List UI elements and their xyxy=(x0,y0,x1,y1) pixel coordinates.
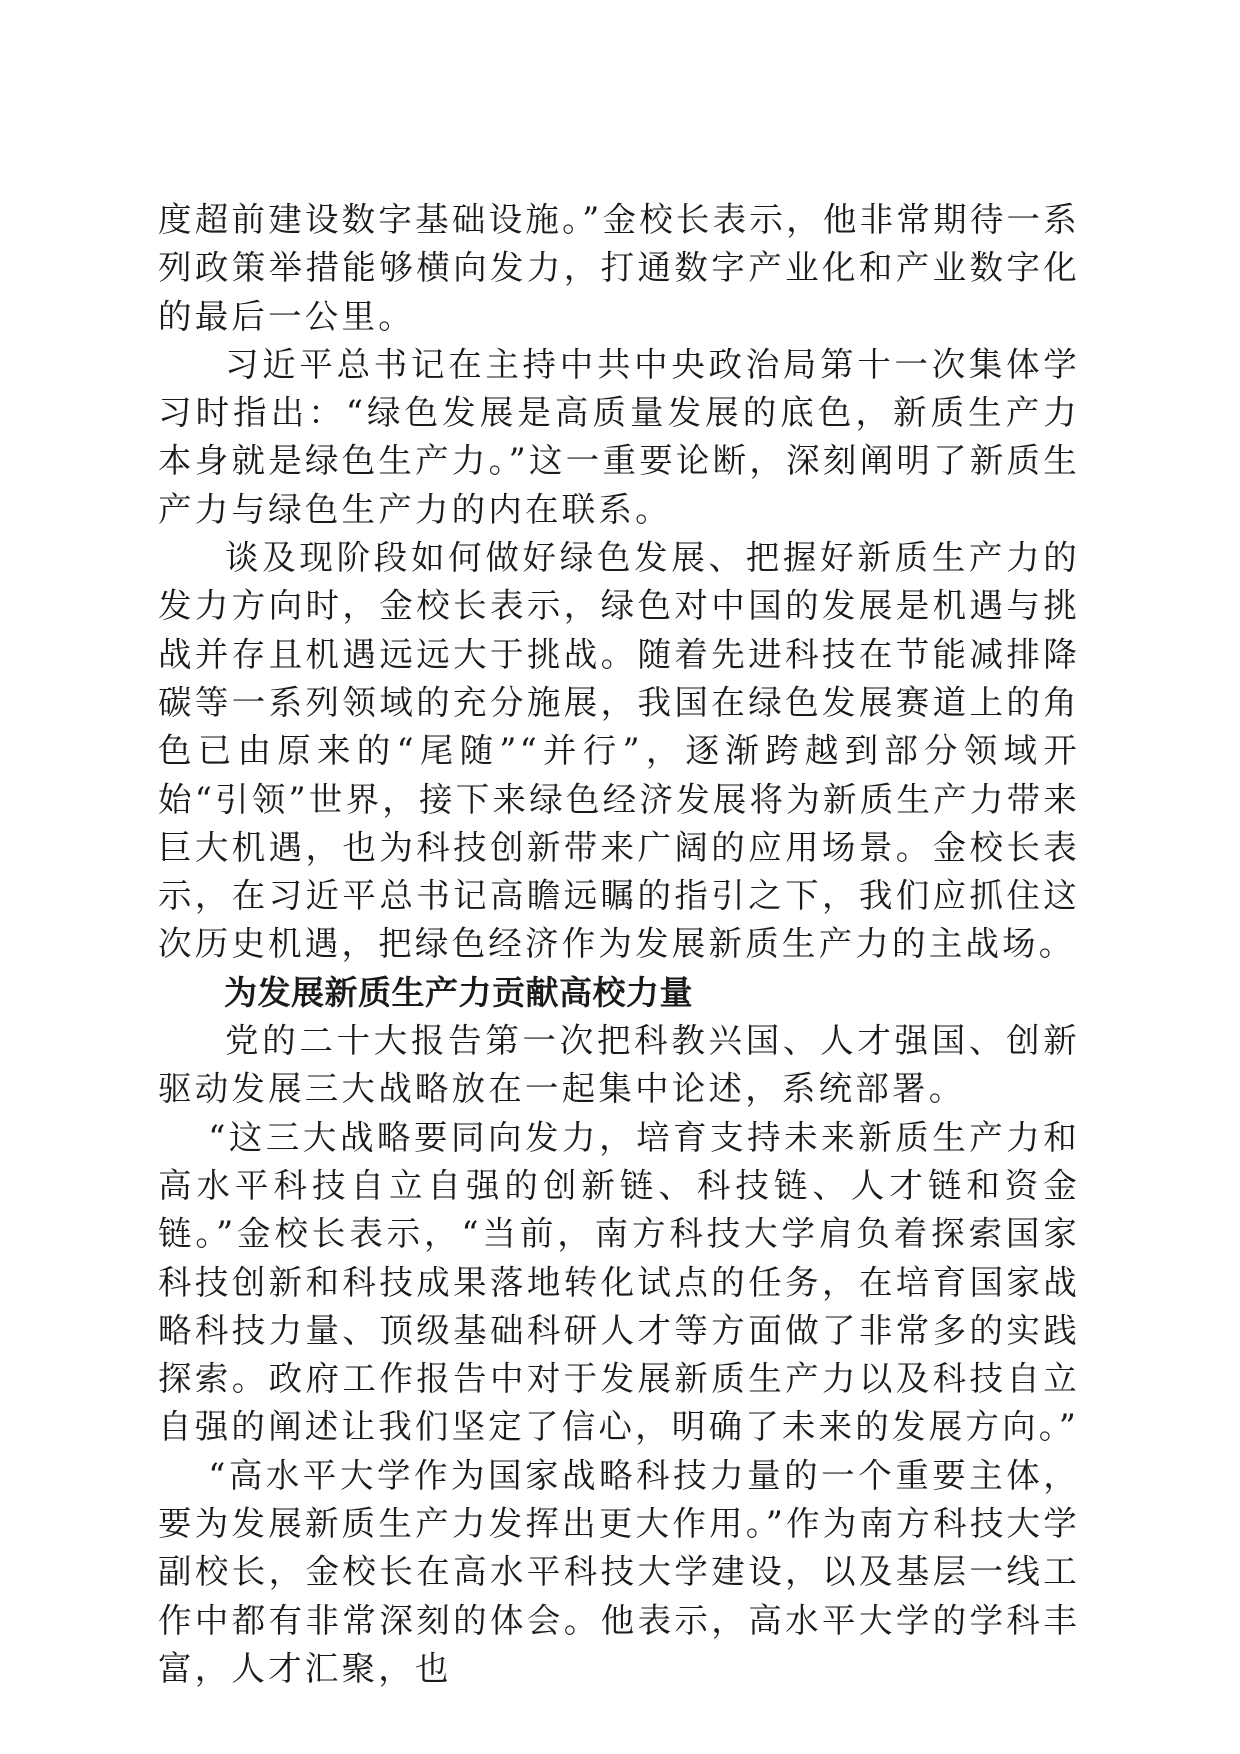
paragraph-sustech-quote: “这三大战略要同向发力，培育支持未来新质生产力和高水平科技自立自强的创新链、科技链、人才链和资金链。”金校长表示，“当前，南方科技大学肩负着探索国家科技创新和科技成果落地转化试点的任务，在培育国家战略科技力量、顶级基础科研人才等方面做了非常多的实践探索。政府工作报告中对于发展新质生产力以及科技自立自强的阐述让我们坚定了信心，明确了未来的发展方向。” xyxy=(158,1117,1080,1447)
paragraph-three-strategies: 党的二十大报告第一次把科教兴国、人才强国、创新驱动发展三大战略放在一起集中论述，系统部署。 xyxy=(158,1021,1080,1109)
paragraph-green-development: 习近平总书记在主持中共中央政治局第十一次集体学习时指出：“绿色发展是高质量发展的底色，新质生产力本身就是绿色生产力。”这一重要论断，深刻阐明了新质生产力与绿色生产力的内在联系。 xyxy=(158,344,1080,529)
paragraph-green-opportunity: 谈及现阶段如何做好绿色发展、把握好新质生产力的发力方向时，金校长表示，绿色对中国的发展是机遇与挑战并存且机遇远远大于挑战。随着先进科技在节能减排降碳等一系列领域的充分施展，我国在绿色发展赛道上的角色已由原来的“尾随”“并行”，逐渐跨越到部分领域开始“引领”世界，接下来绿色经济发展将为新质生产力带来巨大机遇，也为科技创新带来广阔的应用场景。金校长表示，在习近平总书记高瞻远瞩的指引之下，我们应抓住这次历史机遇，把绿色经济作为发展新质生产力的主战场。 xyxy=(158,538,1080,964)
section-heading: 为发展新质生产力贡献高校力量 xyxy=(224,972,693,1012)
paragraph-continued: 度超前建设数字基础设施。”金校长表示，他非常期待一系列政策举措能够横向发力，打通数字产业化和产业数字化的最后一公里。 xyxy=(158,200,1080,336)
paragraph-high-level-university: “高水平大学作为国家战略科技力量的一个重要主体，要为发展新质生产力发挥出更大作用。”作为南方科技大学副校长，金校长在高水平科技大学建设，以及基层一线工作中都有非常深刻的体会。他表示，高水平大学的学科丰富，人才汇聚，也 xyxy=(158,1455,1080,1688)
article-body xyxy=(158,196,1080,1693)
